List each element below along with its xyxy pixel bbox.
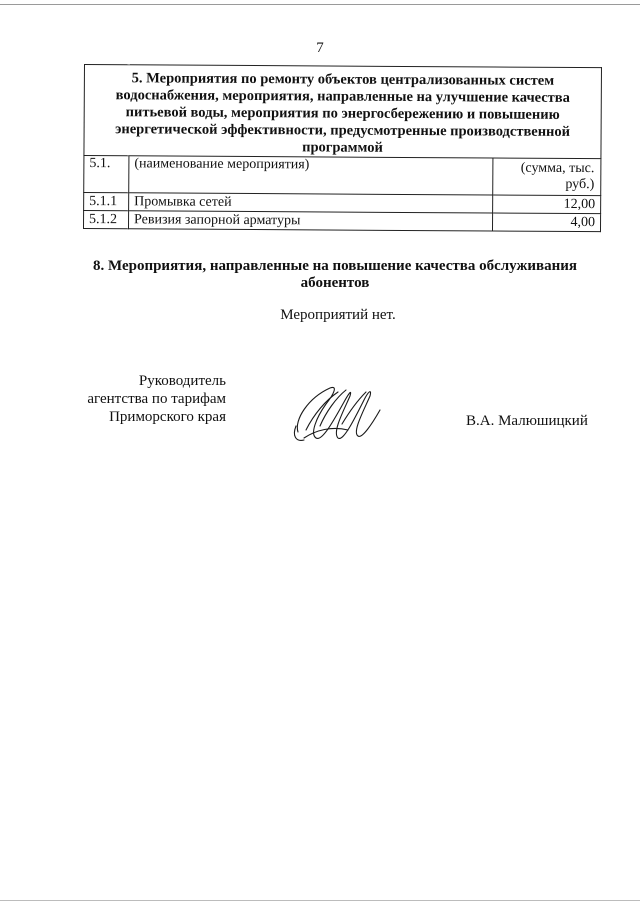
signer-position [76, 372, 226, 426]
signer-position-line: агентства по тарифам [87, 391, 226, 407]
signer-position-line: Приморского края [109, 409, 226, 425]
table-row [83, 211, 600, 232]
section5-table [83, 64, 602, 232]
row-name-cell: Промывка сетей [129, 193, 493, 213]
section5-table-container [83, 64, 602, 232]
header-name-cell: (наименование мероприятия) [129, 156, 493, 195]
row-name-cell: Ревизия запорной арматуры [128, 211, 492, 231]
row-amount-cell: 12,00 [493, 195, 601, 214]
section8-title: 8. Мероприятия, направленные на повышение качества обслуживания абонентов [92, 258, 577, 291]
section8-text: Мероприятий нет. [280, 307, 396, 323]
scan-edge-top [0, 4, 640, 5]
section5-heading-row [84, 65, 602, 159]
signer-name: В.А. Малюшицкий [466, 413, 588, 429]
row-amount-cell: 4,00 [492, 213, 600, 232]
section5-heading: 5. Мероприятия по ремонту объектов централизованных систем водоснабжения, мероприятия, направленные на улучшение качества питьевой воды, мероприятия по энергосбережению и повышению энергетической эффективности, предусмотренные производственной программой [84, 65, 602, 159]
header-amount-cell: (сумма, тыс. руб.) [493, 158, 601, 196]
page-number: 7 [316, 40, 324, 56]
row-num-cell: 5.1.1 [84, 193, 129, 211]
header-num-cell: 5.1. [84, 156, 129, 193]
row-num-cell: 5.1.2 [83, 211, 128, 229]
section5-header-row [84, 156, 601, 196]
signer-position-line: Руководитель [138, 373, 226, 389]
handwritten-signature [286, 380, 386, 450]
scan-edge-bottom [0, 900, 640, 901]
